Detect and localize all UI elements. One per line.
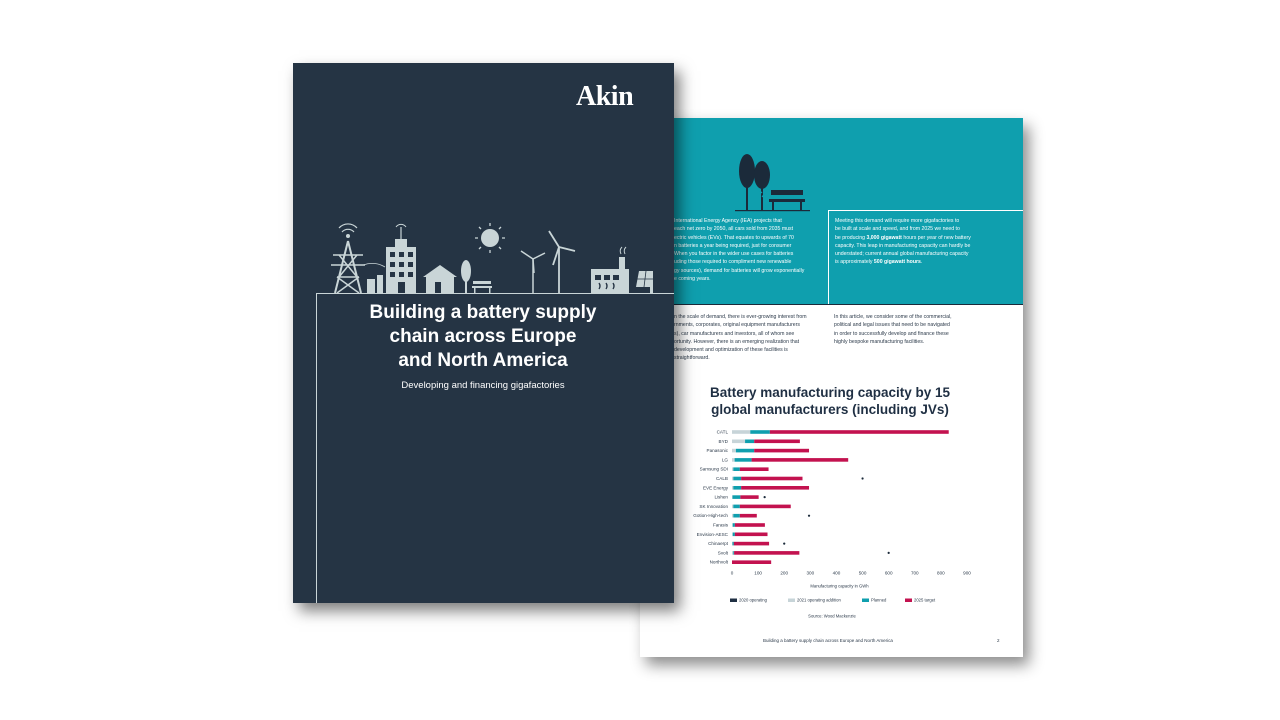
intro-left-text: International Energy Agency (IEA) projects that each net zero by 2050, all cars sold from 2035 must ectric vehicles (EVs). That equates to upwards of 70 n batteries a year being required, just for consumer When you factor in the wider use cases for batteries uding those required to compliment new renewable gy sources), demand for batteries will grow exponentially e coming years. bbox=[674, 218, 805, 283]
x-tick-label: 700 bbox=[910, 570, 919, 576]
bar-segment bbox=[733, 523, 735, 527]
x-tick-label: 600 bbox=[884, 570, 893, 576]
bar-segment bbox=[740, 467, 769, 471]
bar-segment bbox=[750, 430, 770, 434]
wind-turbine-large-icon bbox=[549, 231, 575, 293]
bar-segment bbox=[732, 440, 745, 444]
category-label: Panasonic bbox=[706, 448, 728, 454]
legend-label: 2025 target bbox=[914, 597, 936, 603]
x-tick-label: 500 bbox=[858, 570, 867, 576]
power-lines-icon bbox=[363, 263, 385, 267]
bar-segment bbox=[734, 542, 769, 546]
bar-segment bbox=[740, 505, 791, 509]
x-tick-label: 800 bbox=[937, 570, 945, 576]
sun-icon bbox=[475, 223, 505, 253]
cover-title: Building a battery supply chain across Europe and North America bbox=[369, 302, 597, 371]
legend-swatch bbox=[862, 599, 869, 603]
category-label: LG bbox=[721, 457, 728, 463]
bar-segment bbox=[732, 523, 733, 527]
bar-segment bbox=[733, 486, 741, 490]
factory-icon bbox=[591, 247, 629, 293]
bar-segment bbox=[752, 458, 849, 462]
x-axis-label: Manufacturing capacity in GWh bbox=[810, 583, 869, 589]
bar-segment bbox=[732, 560, 771, 564]
tree-right bbox=[754, 161, 770, 189]
bar-segment bbox=[732, 505, 733, 509]
tree-icon bbox=[461, 260, 471, 293]
bar-segment bbox=[732, 542, 733, 546]
legend-label: 2020 operating bbox=[739, 597, 767, 603]
legend-label: 2021 operating addition bbox=[797, 597, 841, 603]
bench-seat bbox=[769, 199, 805, 202]
x-tick-label: 0 bbox=[730, 570, 734, 576]
bar-segment bbox=[733, 505, 740, 509]
category-label: CALB bbox=[715, 476, 728, 481]
chart-title: Battery manufacturing capacity by 15 global manufacturers (including JVs) bbox=[709, 385, 951, 417]
target-marker bbox=[783, 543, 785, 545]
category-label: Gotion-High-tech bbox=[693, 513, 728, 519]
intro-right-text: Meeting this demand will require more gigafactories to be built at scale and speed, and from 2025 we need to be producing 3,000 gigawatt hours per year of new battery capacity. This leap in manufacturing capacity can hardly be understated; current annual global manufacturing capacity is approximately 500 gigawatt hours. bbox=[835, 218, 971, 266]
category-label: Lishen bbox=[714, 494, 728, 500]
legend-label: Planned bbox=[871, 597, 887, 603]
body-left-text: n the scale of demand, there is ever-growing interest from rnments, corporates, original equipment manufacturers s), car manufacturers and investors, all of whom see ortunity. However, there is an emerging realization that development and optimization of these facilities is straightforward. bbox=[674, 314, 807, 362]
category-label: Samsung SDI bbox=[699, 466, 728, 472]
capacity-bar-chart bbox=[640, 423, 1023, 628]
bar-segment bbox=[741, 486, 809, 490]
page-number: 2 bbox=[997, 638, 1000, 643]
bench-leg-right bbox=[800, 202, 802, 210]
target-marker bbox=[764, 496, 766, 498]
small-houses-icon bbox=[367, 275, 383, 293]
bar-segment bbox=[733, 551, 734, 555]
chart-source: Source: Wood Mackenzie bbox=[808, 613, 856, 619]
bar-segment bbox=[735, 533, 768, 537]
category-label: Northvolt bbox=[709, 559, 728, 565]
akin-logo: Akin bbox=[576, 81, 634, 112]
band-divider-horizontal bbox=[828, 210, 1023, 211]
x-tick-label: 300 bbox=[806, 570, 815, 576]
legend-swatch bbox=[788, 599, 795, 603]
legend-swatch bbox=[730, 599, 737, 603]
category-label: EVE Energy bbox=[702, 485, 728, 491]
ground bbox=[735, 210, 810, 211]
bar-segment bbox=[733, 533, 735, 537]
bar-segment bbox=[735, 523, 765, 527]
house-icon bbox=[423, 265, 457, 293]
emphasis-figure: 3,000 gigawatt bbox=[866, 234, 902, 241]
report-page-2 bbox=[640, 118, 1023, 657]
bar-segment bbox=[733, 542, 734, 546]
report-cover bbox=[293, 63, 674, 603]
bar-segment bbox=[732, 533, 733, 537]
bar-segment bbox=[732, 477, 733, 481]
cover-frame-left bbox=[316, 293, 317, 603]
tree-left-trunk bbox=[746, 185, 748, 210]
bar-segment bbox=[732, 467, 733, 471]
bench-leg-left bbox=[772, 202, 774, 210]
body-right-text: In this article, we consider some of the commercial, political and legal issues that need to be navigated in order to successfully develop and finance these highly bespoke manufacturing facilities. bbox=[834, 314, 952, 345]
target-marker bbox=[861, 477, 863, 479]
bar-segment bbox=[736, 449, 754, 453]
bar-segment bbox=[732, 449, 736, 453]
legend-swatch bbox=[905, 599, 912, 603]
bar-segment bbox=[732, 458, 735, 462]
bar-segment bbox=[740, 495, 758, 499]
emphasis-figure: 500 gigawatt hours bbox=[873, 259, 921, 266]
band-bottom-rule bbox=[640, 304, 1023, 305]
bar-segment bbox=[732, 430, 750, 434]
bar-segment bbox=[754, 440, 800, 444]
page-footer: Building a battery supply chain across Europe and North America bbox=[763, 638, 893, 643]
x-tick-label: 900 bbox=[963, 570, 971, 576]
category-label: BYD bbox=[718, 438, 728, 444]
bar-segment bbox=[733, 495, 741, 499]
power-pylon-icon bbox=[331, 224, 365, 293]
bar-segment bbox=[733, 467, 740, 471]
bench-icon bbox=[472, 281, 492, 293]
bar-segment bbox=[734, 551, 799, 555]
category-label: CATL bbox=[716, 429, 728, 435]
tree-right-trunk bbox=[761, 187, 763, 210]
category-label: Farasis bbox=[712, 522, 728, 528]
bar-segment bbox=[770, 430, 949, 434]
bar-segment bbox=[745, 440, 754, 444]
bar-segment bbox=[733, 477, 741, 481]
x-tick-label: 200 bbox=[780, 570, 789, 576]
target-marker bbox=[808, 515, 810, 517]
bar-segment bbox=[735, 458, 752, 462]
category-label: SK Innovation bbox=[699, 503, 728, 509]
category-label: Envision-AESC bbox=[696, 531, 728, 537]
bar-segment bbox=[740, 514, 757, 518]
bar-segment bbox=[732, 495, 733, 499]
bar-segment bbox=[741, 477, 802, 481]
bar-segment bbox=[733, 514, 740, 518]
office-building-icon bbox=[386, 224, 416, 293]
category-label: Svolt bbox=[717, 550, 728, 556]
bar-segment bbox=[754, 449, 809, 453]
energy-skyline-illustration bbox=[323, 221, 653, 296]
bar-segment bbox=[732, 514, 733, 518]
cover-frame-top bbox=[316, 293, 674, 294]
tree-left bbox=[739, 154, 755, 188]
band-divider-vertical bbox=[828, 210, 829, 304]
x-tick-label: 100 bbox=[754, 570, 762, 576]
bar-segment bbox=[732, 486, 733, 490]
x-tick-label: 400 bbox=[832, 570, 841, 576]
tree-bench-illustration bbox=[735, 153, 810, 213]
bench-back bbox=[771, 190, 803, 195]
wind-turbine-small-icon bbox=[521, 251, 545, 293]
category-label: Chinaerpt bbox=[708, 541, 728, 547]
solar-panel-icon bbox=[636, 271, 653, 293]
bar-segment bbox=[732, 551, 733, 555]
cover-subtitle: Developing and financing gigafactories bbox=[401, 380, 565, 391]
target-marker bbox=[888, 552, 890, 554]
